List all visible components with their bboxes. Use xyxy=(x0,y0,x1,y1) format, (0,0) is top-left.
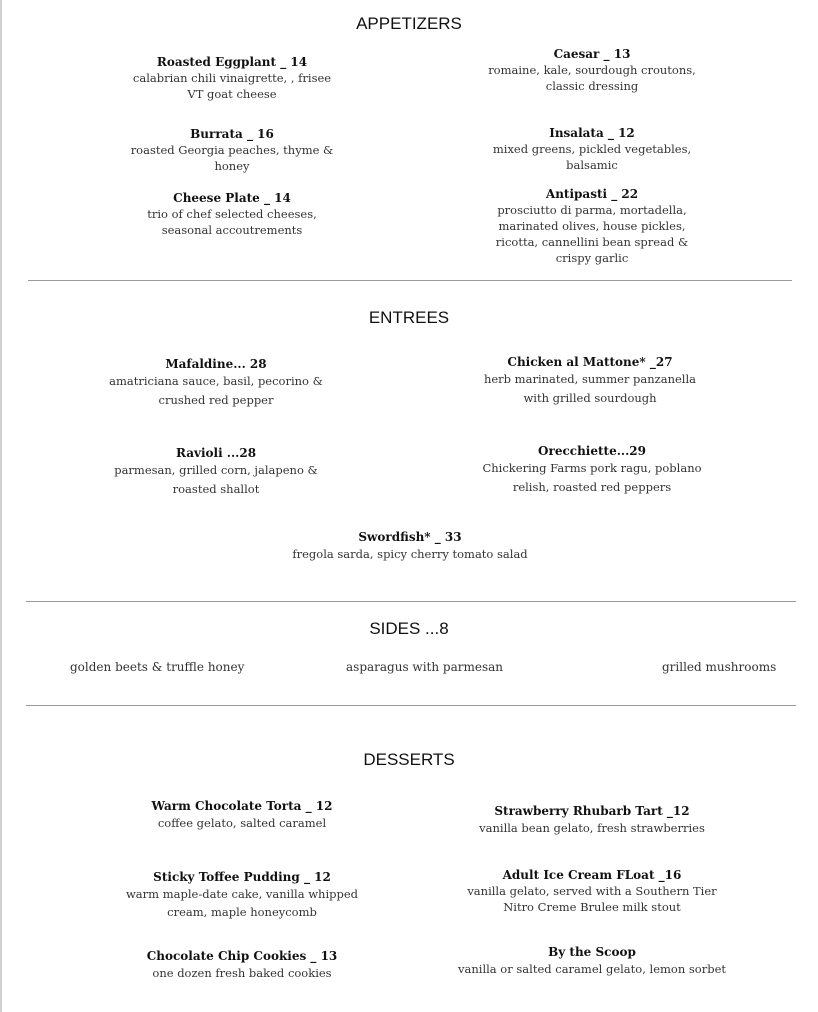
menu-item-cheese-plate xyxy=(100,190,364,238)
item-name: Warm Chocolate Torta _ 12 xyxy=(151,799,333,813)
item-name: Cheese Plate _ 14 xyxy=(173,191,291,205)
side-item: grilled mushrooms xyxy=(662,660,777,674)
menu-item-caesar xyxy=(460,46,724,94)
item-description: VT goat cheese xyxy=(187,87,277,101)
menu-item-swordfish xyxy=(240,529,580,564)
item-description: roasted shallot xyxy=(172,482,260,496)
item-description: balsamic xyxy=(566,158,618,172)
menu-item-warm-chocolate-torta xyxy=(100,798,384,833)
appetizers-heading: APPETIZERS xyxy=(356,14,462,33)
menu-item-chicken-al-mattone xyxy=(458,354,722,408)
item-name: Ravioli ...28 xyxy=(175,446,257,460)
item-description: trio of chef selected cheeses, xyxy=(147,207,317,221)
item-description: vanilla gelato, served with a Southern Tier xyxy=(467,884,717,898)
item-description: coffee gelato, salted caramel xyxy=(157,816,327,830)
item-name: Caesar _ 13 xyxy=(553,47,631,61)
item-name: Adult Ice Cream FLoat _16 xyxy=(502,868,682,882)
item-description: roasted Georgia peaches, thyme & xyxy=(130,143,334,157)
item-description: crushed red pepper xyxy=(158,393,274,407)
item-name: Roasted Eggplant _ 14 xyxy=(156,55,308,69)
item-description: prosciutto di parma, mortadella, xyxy=(497,203,687,217)
item-description: cream, maple honeycomb xyxy=(167,905,317,919)
item-name: Burrata _ 16 xyxy=(190,127,274,141)
item-description: ricotta, cannellini bean spread & xyxy=(495,235,689,249)
item-description: honey xyxy=(214,159,250,173)
section-divider xyxy=(26,601,796,602)
menu-item-roasted-eggplant xyxy=(100,54,364,102)
entrees-heading: ENTREES xyxy=(368,308,450,327)
item-description: marinated olives, house pickles, xyxy=(498,219,686,233)
menu-item-chocolate-chip-cookies xyxy=(100,948,384,983)
menu-item-ravioli xyxy=(80,445,352,499)
item-name: Insalata _ 12 xyxy=(549,126,635,140)
item-description: parmesan, grilled corn, jalapeno & xyxy=(114,463,318,477)
menu-item-mafaldine xyxy=(80,356,352,410)
menu-item-adult-ice-cream-float xyxy=(450,867,734,915)
menu-item-orecchiette xyxy=(458,443,726,497)
item-name: Strawberry Rhubarb Tart _12 xyxy=(494,804,690,818)
item-description: vanilla bean gelato, fresh strawberries xyxy=(479,821,705,835)
item-name: Antipasti _ 22 xyxy=(545,187,639,201)
item-description: Chickering Farms pork ragu, poblano xyxy=(482,461,702,475)
menu-item-by-the-scoop xyxy=(450,944,734,979)
side-item: golden beets & truffle honey xyxy=(70,660,245,674)
item-description: warm maple-date cake, vanilla whipped xyxy=(125,887,359,901)
menu-item-insalata xyxy=(460,125,724,173)
item-description: vanilla or salted caramel gelato, lemon sorbet xyxy=(458,962,726,976)
item-description: calabrian chili vinaigrette, , frisee xyxy=(132,71,332,85)
page-left-border xyxy=(0,0,2,1012)
item-name: Sticky Toffee Pudding _ 12 xyxy=(153,870,331,884)
menu-item-burrata xyxy=(100,126,364,174)
item-description: fregola sarda, spicy cherry tomato salad xyxy=(292,547,528,561)
item-description: seasonal accoutrements xyxy=(161,223,303,237)
menu-item-sticky-toffee-pudding xyxy=(100,869,384,921)
item-description: Nitro Creme Brulee milk stout xyxy=(503,900,681,914)
item-name: Chocolate Chip Cookies _ 13 xyxy=(146,949,338,963)
item-name: Swordfish* _ 33 xyxy=(358,530,462,544)
item-name: Orecchiette...29 xyxy=(538,444,646,458)
item-description: herb marinated, summer panzanella xyxy=(483,372,697,386)
desserts-heading: DESSERTS xyxy=(363,750,455,769)
item-name: By the Scoop xyxy=(548,945,636,959)
sides-heading: SIDES ...8 xyxy=(369,619,449,638)
item-description: with grilled sourdough xyxy=(523,391,657,405)
section-divider xyxy=(28,280,792,281)
item-description: crispy garlic xyxy=(555,251,629,265)
item-name: Mafaldine... 28 xyxy=(165,357,267,371)
item-description: one dozen fresh baked cookies xyxy=(152,966,332,980)
menu-item-antipasti xyxy=(460,186,724,266)
item-description: mixed greens, pickled vegetables, xyxy=(492,142,692,156)
menu-item-strawberry-rhubarb-tart xyxy=(450,803,734,837)
side-item: asparagus with parmesan xyxy=(346,660,503,674)
section-divider xyxy=(26,705,796,706)
item-name: Chicken al Mattone* _27 xyxy=(507,355,673,369)
item-description: amatriciana sauce, basil, pecorino & xyxy=(109,374,323,388)
item-description: relish, roasted red peppers xyxy=(512,480,672,494)
item-description: classic dressing xyxy=(545,79,639,93)
item-description: romaine, kale, sourdough croutons, xyxy=(488,63,696,77)
